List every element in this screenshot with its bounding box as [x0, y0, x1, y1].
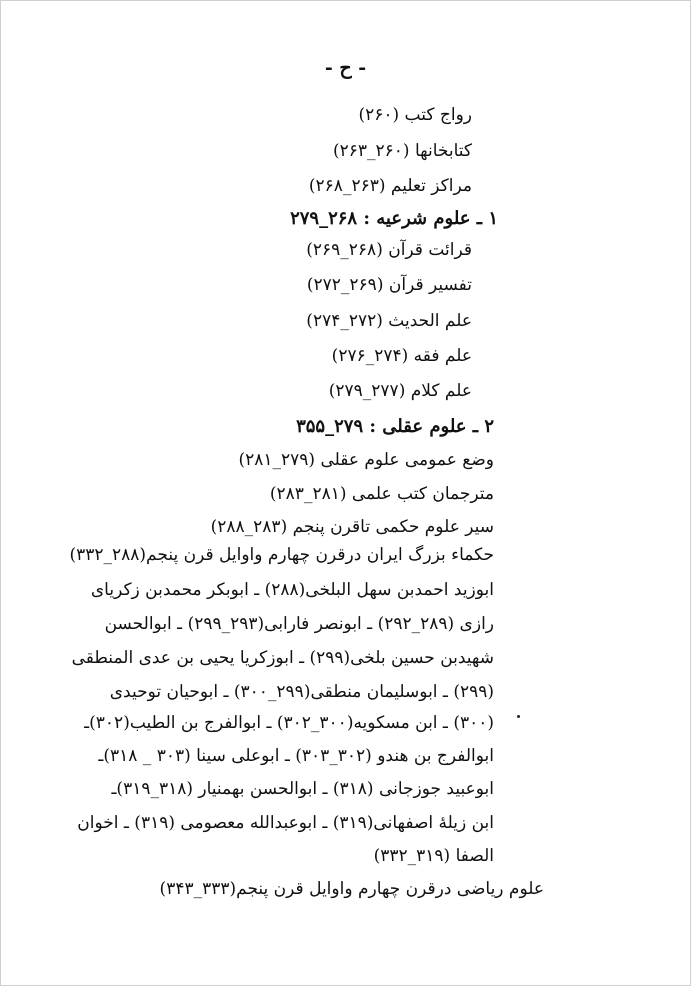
toc-entry-text: (۳۰۰) ـ ابن مسکویه(۳۰۰_۳۰۲) ـ ابوالفرج بن الطیب(۳۰۲)ـ: [84, 713, 494, 733]
toc-entry-text: رازی (۲۸۹_۲۹۲) ـ ابونصر فارابی(۲۹۳_۲۹۹) ـ ابوالحسن: [104, 614, 494, 634]
toc-entry: علوم ریاضی درقرن چهارم واوایل قرن پنجم(۳۳۳_۳۴۳): [159, 879, 544, 899]
toc-entry: علم فقه (۲۷۴_۲۷۶): [331, 346, 472, 366]
toc-entry-text: ابوعبید جوزجانی (۳۱۸) ـ ابوالحسن بهمنیار (۳۱۸_۳۱۹)ـ: [111, 779, 494, 799]
toc-entry: وضع عمومی علوم عقلی (۲۷۹_۲۸۱): [238, 450, 494, 470]
print-speck: [517, 715, 520, 718]
toc-entry-text: ابن زیلهٔ اصفهانی(۳۱۹) ـ ابوعبدالله معصومی (۳۱۹) ـ اخوان: [77, 813, 494, 833]
page-number: - ح -: [324, 57, 367, 79]
toc-entry-text: شهیدبن حسین بلخی(۲۹۹) ـ ابوزکریا یحیی بن عدی المنطقی: [71, 648, 494, 668]
toc-entry: مترجمان کتب علمی (۲۸۱_۲۸۳): [269, 484, 494, 504]
toc-entry: حکماء بزرگ ایران درقرن چهارم واوایل قرن پنجم(۲۸۸_۳۳۲): [69, 545, 494, 565]
toc-entry: قرائت قرآن (۲۶۸_۲۶۹): [306, 240, 472, 260]
toc-entry: سیر علوم حکمی تاقرن پنجم (۲۸۳_۲۸۸): [210, 517, 494, 537]
toc-entry-text: ابوزید احمدبن سهل البلخی(۲۸۸) ـ ابوبکر محمدبن زکریای: [90, 580, 494, 600]
toc-entry-text: الصفا (۳۱۹_۳۳۲): [373, 846, 494, 866]
toc-entry: رواج کتب (۲۶۰): [358, 105, 472, 125]
toc-section-heading: ۲ ـ علوم عقلی : ۲۷۹_۳۵۵: [296, 416, 494, 437]
toc-entry: علم الحدیث (۲۷۲_۲۷۴): [306, 311, 472, 331]
toc-entry: علم کلام (۲۷۷_۲۷۹): [328, 381, 472, 401]
toc-entry-text: (۲۹۹) ـ ابوسلیمان منطقی(۲۹۹_۳۰۰) ـ ابوحیان توحیدی: [109, 682, 494, 702]
toc-section-heading: ۱ ـ علوم شرعیه : ۲۶۸_۲۷۹: [290, 208, 498, 229]
toc-entry: مراکز تعلیم (۲۶۳_۲۶۸): [308, 176, 472, 196]
toc-entry-text: ابوالفرج بن هندو (۳۰۲_۳۰۳) ـ ابوعلی سینا (۳۰۳ _ ۳۱۸)ـ: [98, 746, 494, 766]
toc-entry: کتابخانها (۲۶۰_۲۶۳): [332, 141, 472, 161]
toc-entry: تفسیر قرآن (۲۶۹_۲۷۲): [306, 275, 472, 295]
